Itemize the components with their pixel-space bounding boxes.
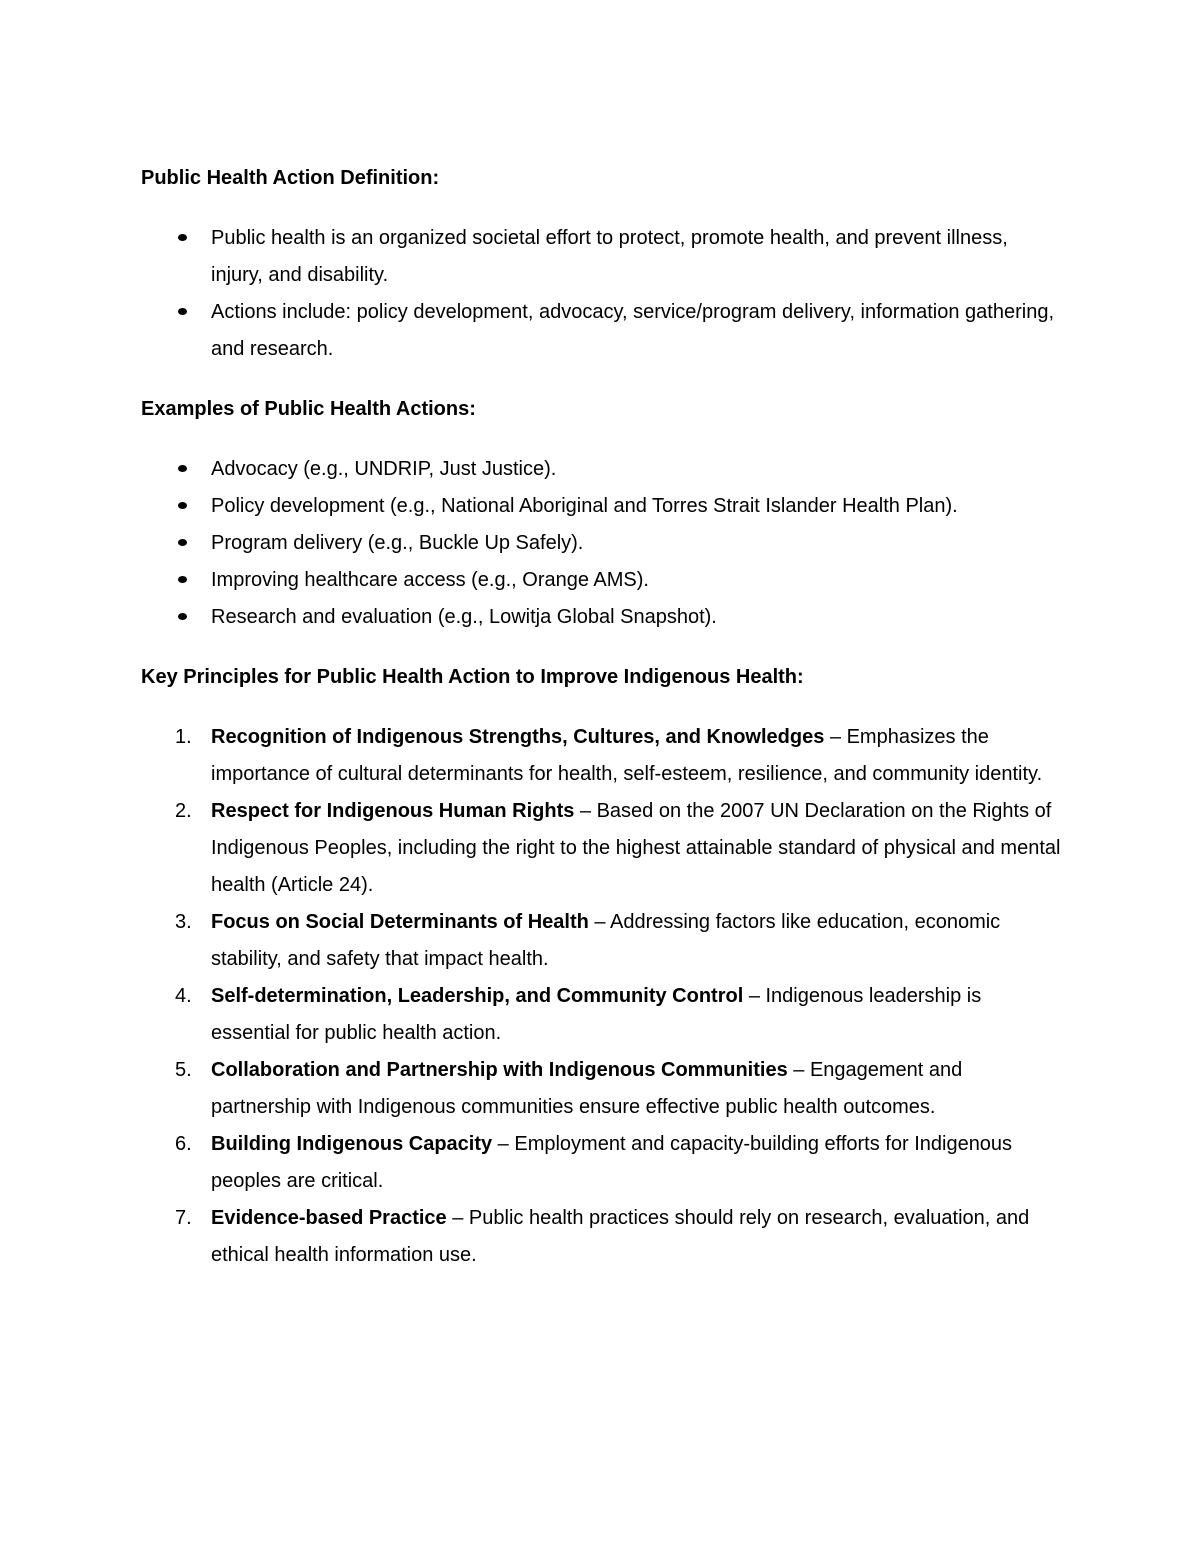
bullet-icon bbox=[178, 502, 187, 509]
list-item bbox=[141, 525, 1061, 562]
principle-text: – Emphasizes the importance of cultural determinants for health, self-esteem, resilience, and community identity. bbox=[211, 726, 1043, 785]
principle-item bbox=[141, 904, 1061, 978]
section-heading-key-principles: Key Principles for Public Health Action to Improve Indigenous Health: bbox=[141, 666, 804, 688]
principle-item bbox=[141, 793, 1061, 904]
section-heading-definition: Public Health Action Definition: bbox=[141, 167, 440, 189]
principle-title: Recognition of Indigenous Strengths, Cultures, and Knowledges bbox=[211, 726, 825, 748]
principle-item bbox=[141, 1126, 1061, 1200]
principle-text: – Addressing factors like education, economic stability, and safety that impact health. bbox=[211, 911, 1001, 970]
bullet-icon bbox=[178, 613, 187, 620]
list-item bbox=[141, 488, 1061, 525]
list-item bbox=[141, 599, 1061, 636]
principle-title: Self-determination, Leadership, and Community Control bbox=[211, 985, 744, 1007]
list-item-text: Actions include: policy development, advocacy, service/program delivery, information gathering, and research. bbox=[211, 301, 1055, 360]
bullet-icon bbox=[178, 234, 187, 241]
principle-item bbox=[141, 719, 1061, 793]
principle-item bbox=[141, 1052, 1061, 1126]
list-item bbox=[141, 451, 1061, 488]
principle-text: – Indigenous leadership is essential for public health action. bbox=[211, 985, 982, 1044]
list-item-text: Research and evaluation (e.g., Lowitja Global Snapshot). bbox=[211, 606, 717, 628]
bullet-icon bbox=[178, 308, 187, 315]
list-number: 3. bbox=[175, 911, 192, 933]
list-item-text: Policy development (e.g., National Aboriginal and Torres Strait Islander Health Plan). bbox=[211, 495, 958, 517]
list-item-text: Program delivery (e.g., Buckle Up Safely). bbox=[211, 532, 584, 554]
list-item bbox=[141, 562, 1061, 599]
principle-text: – Engagement and partnership with Indigenous communities ensure effective public health outcomes. bbox=[211, 1059, 963, 1118]
list-item-text: Advocacy (e.g., UNDRIP, Just Justice). bbox=[211, 458, 557, 480]
document-body bbox=[141, 160, 1061, 1274]
principle-title: Collaboration and Partnership with Indigenous Communities bbox=[211, 1059, 788, 1081]
principle-text: – Based on the 2007 UN Declaration on the Rights of Indigenous Peoples, including the right to the highest attainable standard of physical and mental health (Article 24). bbox=[211, 800, 1061, 896]
principle-title: Focus on Social Determinants of Health bbox=[211, 911, 589, 933]
bullet-icon bbox=[178, 465, 187, 472]
list-number: 6. bbox=[175, 1133, 192, 1155]
list-item-text: Public health is an organized societal effort to protect, promote health, and prevent illness, injury, and disability. bbox=[211, 227, 1008, 286]
definition-list bbox=[141, 220, 1061, 368]
list-number: 2. bbox=[175, 800, 192, 822]
bullet-icon bbox=[178, 576, 187, 583]
principle-item bbox=[141, 978, 1061, 1052]
list-number: 4. bbox=[175, 985, 192, 1007]
principle-text: – Public health practices should rely on research, evaluation, and ethical health information use. bbox=[211, 1207, 1030, 1266]
principle-title: Building Indigenous Capacity bbox=[211, 1133, 493, 1155]
principle-text: – Employment and capacity-building efforts for Indigenous peoples are critical. bbox=[211, 1133, 1013, 1192]
section-heading-examples: Examples of Public Health Actions: bbox=[141, 398, 476, 420]
list-item-text: Improving healthcare access (e.g., Orange AMS). bbox=[211, 569, 649, 591]
list-item bbox=[141, 220, 1061, 294]
list-number: 7. bbox=[175, 1207, 192, 1229]
list-number: 5. bbox=[175, 1059, 192, 1081]
list-item bbox=[141, 294, 1061, 368]
principle-title: Respect for Indigenous Human Rights bbox=[211, 800, 575, 822]
list-number: 1. bbox=[175, 726, 192, 748]
principles-list bbox=[141, 719, 1061, 1274]
bullet-icon bbox=[178, 539, 187, 546]
examples-list bbox=[141, 451, 1061, 636]
principle-item bbox=[141, 1200, 1061, 1274]
principle-title: Evidence-based Practice bbox=[211, 1207, 447, 1229]
